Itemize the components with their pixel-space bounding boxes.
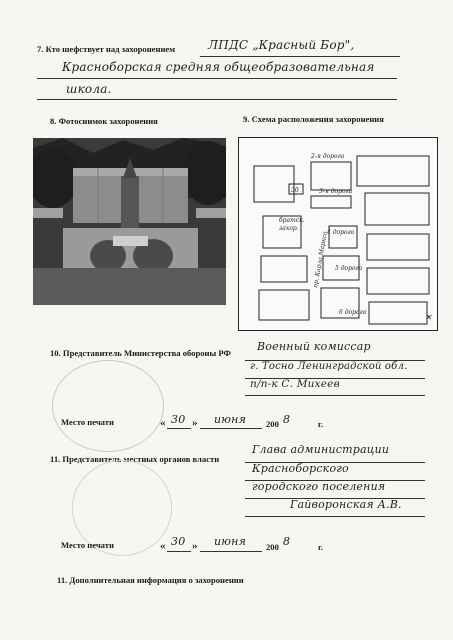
stamp-place-1-quote-open: « [160,417,166,429]
item11-label: 11. Представитель местных органов власти [50,454,220,464]
stamp-place-1-day: 30 [171,413,186,426]
item10-underline-3 [245,395,425,396]
map-avenue: пр. Карла Маркса [312,231,329,289]
burial-photo-image [33,138,226,305]
stamp-place-2-month: июня [214,535,247,548]
stamp-place-2-year-prefix: 200 [266,542,279,552]
stamp-place-1-month: июня [214,413,247,426]
map-street-6: 6 дорога [339,309,367,316]
item9-label: 9. Схема расположения захоронения [243,114,384,124]
item11-underline-4 [245,516,425,517]
item11-line4: Гайворонская А.В. [290,498,402,511]
item7-line1: ЛПДС „Красный Бор", [208,38,355,52]
item10-line3: п/п-к С. Михеев [250,378,340,390]
map-x-mark: ✕ [425,313,432,322]
stamp-place-2-month-underline [200,551,262,552]
map-grave-label-2: захор. [279,225,299,232]
item10-label: 10. Представитель Министерства обороны РФ [50,348,231,358]
location-map-drawing [239,138,437,330]
map-street-5: 5 дорога [335,265,363,272]
official-stamp-1 [52,360,164,452]
stamp-place-1-day-underline [167,428,191,429]
item7-underline-3 [37,99,397,100]
map-grave-label-1: братск. [279,217,305,224]
stamp-place-1-year-suffix: г. [318,419,324,429]
item10-line1: Военный комиссар [257,340,371,353]
map-street-3: 3-я дорога [319,188,353,195]
stamp-place-1-year-digit: 8 [283,413,291,426]
item7-underline-2 [37,78,397,79]
item7-line2: Красноборская средняя общеобразовательная [62,60,375,74]
item7-line3: школа. [66,82,112,96]
burial-photo [33,138,226,305]
item8-label: 8. Фотоснимок захоронения [50,116,158,126]
stamp-place-2-year-suffix: г. [318,542,324,552]
stamp-place-2-year-digit: 8 [283,535,291,548]
stamp-place-2-quote-open: « [160,540,166,552]
item11-line3: городского поселения [252,480,386,493]
stamp-place-2-day: 30 [171,535,186,548]
stamp-place-1-quote-close: » [192,417,198,429]
stamp-place-1-label: Место печати [61,417,114,427]
item10-line2: г. Тосно Ленинградской обл. [250,361,408,372]
location-map [238,137,438,331]
map-street-2: 2-я дорога [311,153,345,160]
item7-underline-1 [200,56,400,57]
map-house-number: 30 [291,187,299,194]
stamp-1-faded-text [69,383,74,390]
item7-label: 7. Кто шефствует над захоронением [37,44,176,54]
item11-line2: Красноборского [252,462,349,475]
stamp-place-2-quote-close: » [192,540,198,552]
map-street-4: 4 дорога [327,229,355,236]
item11-line1: Глава администрации [252,443,390,456]
item12-label: 11. Дополнительная информация о захоронении [57,575,244,585]
stamp-place-2-label: Место печати [61,540,114,550]
stamp-place-1-month-underline [200,428,262,429]
stamp-place-2-day-underline [167,551,191,552]
stamp-place-1-year-prefix: 200 [266,419,279,429]
